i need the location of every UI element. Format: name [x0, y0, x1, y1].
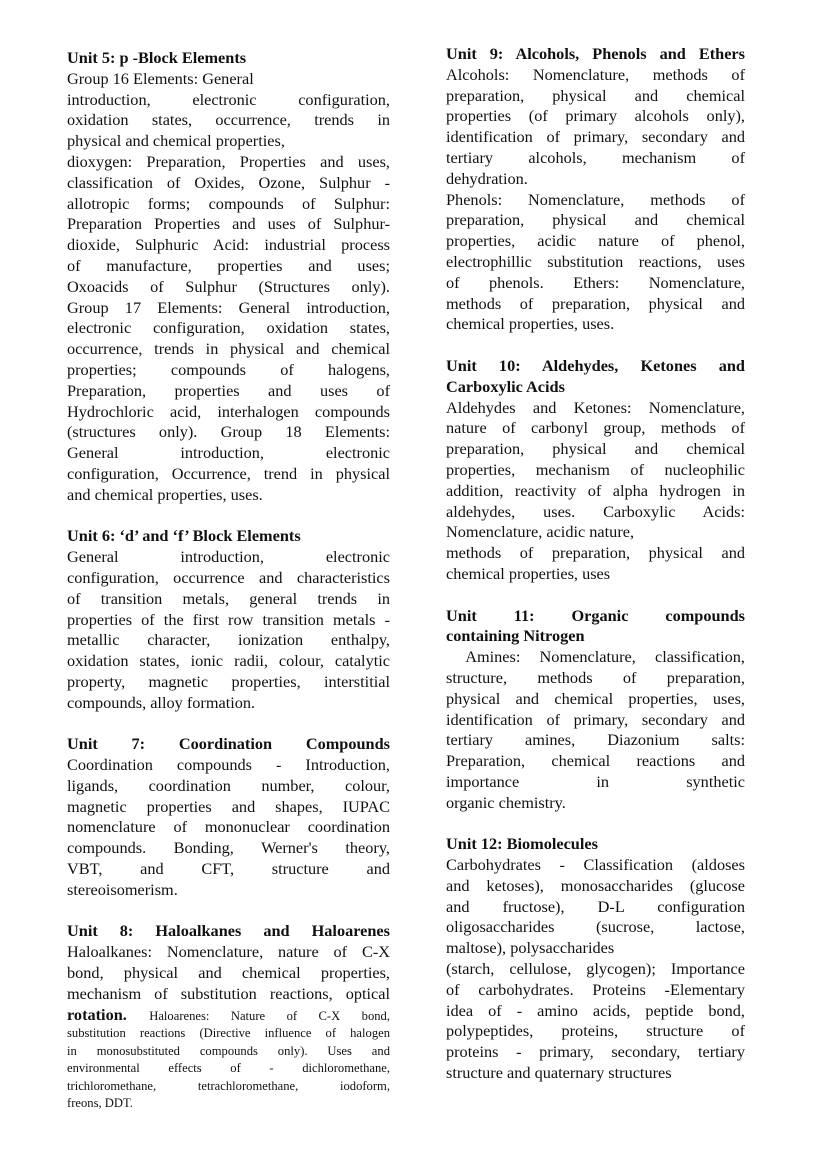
small-text-line: in monosubstituted compounds only). Uses and — [67, 1043, 390, 1058]
text-line: chemical properties, uses. — [446, 314, 615, 334]
text-line: methods of preparation, physical and — [446, 543, 745, 563]
text-line: Carbohydrates - Classification (aldoses — [446, 855, 745, 875]
text-line: physical and chemical properties, uses, — [446, 688, 745, 708]
text-line: Nomenclature, acidic nature, — [446, 522, 635, 542]
text-line: Haloalkanes: Nomenclature, nature of C-X — [67, 942, 390, 962]
heading-line: Unit 9: Alcohols, Phenols and Ethers — [446, 44, 745, 63]
unit-heading — [67, 48, 390, 69]
text-line: Preparation Properties and uses of Sulphur- — [67, 214, 390, 234]
text-line: classification of Oxides, Ozone, Sulphur - — [67, 172, 390, 192]
text-line: Group 16 Elements: General — [67, 68, 254, 88]
unit-section-u12 — [446, 834, 745, 1084]
section-gap — [446, 335, 745, 356]
small-text-line: trichloromethane, tetrachloromethane, iodoform, — [67, 1078, 390, 1093]
text-line: properties of the first row transition metals - — [67, 609, 390, 629]
section-gap — [67, 714, 390, 735]
text-line: (structures only). Group 18 Elements: — [67, 422, 390, 442]
text-line: preparation, physical and chemical — [446, 210, 745, 230]
text-line: electrophillic substitution reactions, uses — [446, 251, 745, 271]
bold-term: rotation. — [67, 1004, 127, 1024]
text-line: organic chemistry. — [446, 792, 566, 812]
heading-line: Carboxylic Acids — [446, 376, 565, 396]
text-line: dioxygen: Preparation, Properties and uses, — [67, 151, 390, 171]
text-line: of phenols. Ethers: Nomenclature, — [446, 272, 745, 292]
text-line: idea of - amino acids, peptide bond, — [446, 1000, 745, 1020]
text-line: Oxoacids of Sulphur (Structures only). — [67, 276, 390, 296]
text-line: Aldehydes and Ketones: Nomenclature, — [446, 397, 745, 417]
text-line: nature of carbonyl group, methods of — [446, 418, 745, 438]
text-line: allotropic forms; compounds of Sulphur: — [67, 193, 390, 213]
text-line: preparation, physical and chemical — [446, 439, 745, 459]
text-line: electronic configuration, oxidation states, — [67, 318, 390, 338]
text-line: occurrence, trends in physical and chemical — [67, 339, 390, 359]
unit-heading — [446, 44, 745, 65]
text-line: Phenols: Nomenclature, methods of — [446, 189, 745, 209]
text-line: nomenclature of mononuclear coordination — [67, 817, 390, 837]
text-line: structure, methods of preparation, — [446, 667, 745, 687]
small-paragraph — [67, 1025, 390, 1112]
small-text-line: environmental effects of - dichloromethane, — [67, 1061, 390, 1076]
text-line: Coordination compounds - Introduction, — [67, 755, 390, 775]
text-line: Amines: Nomenclature, classification, — [446, 647, 745, 667]
text-line: of manufacture, properties and uses; — [67, 255, 390, 275]
paragraph — [67, 547, 390, 713]
text-line: tertiary alcohols, mechanism of — [446, 147, 745, 167]
left-column — [67, 48, 390, 1112]
unit-heading — [67, 734, 390, 755]
text-line: VBT, and CFT, structure and — [67, 859, 390, 879]
text-line: properties; compounds of halogens, — [67, 359, 390, 379]
text-line: Group 17 Elements: General introduction, — [67, 297, 390, 317]
text-line: and ketoses), monosaccharides (glucose — [446, 875, 745, 895]
text-line: identification of primary, secondary and — [446, 127, 745, 147]
unit-section-u7 — [67, 734, 390, 900]
paragraph — [446, 65, 745, 190]
text-line: Preparation, chemical reactions and — [446, 751, 745, 771]
paragraph — [67, 90, 390, 152]
paragraph — [67, 942, 390, 1004]
heading-line: Unit 12: Biomolecules — [446, 834, 598, 854]
section-gap — [446, 585, 745, 606]
text-line: addition, reactivity of alpha hydrogen in — [446, 480, 745, 500]
text-line: methods of preparation, physical and — [446, 293, 745, 313]
text-line: and chemical properties, uses. — [67, 484, 263, 504]
text-line: of carbohydrates. Proteins -Elementary — [446, 979, 745, 999]
section-gap — [67, 901, 390, 922]
unit-heading — [67, 921, 390, 942]
text-line: properties, mechanism of nucleophilic — [446, 459, 745, 479]
unit-heading — [446, 356, 745, 398]
text-line: physical and chemical properties, — [67, 131, 285, 151]
text-line: maltose), polysaccharides — [446, 938, 615, 958]
text-line: oxidation states, ionic radii, colour, catalytic — [67, 651, 390, 671]
right-column — [446, 44, 745, 1084]
text-line: dehydration. — [446, 168, 528, 188]
text-line: chemical properties, uses — [446, 563, 611, 583]
text-line: identification of primary, secondary and — [446, 709, 745, 729]
text-line: oligosaccharides (sucrose, lactose, — [446, 917, 745, 937]
text-line: Alcohols: Nomenclature, methods of — [446, 64, 745, 84]
unit-section-u5 — [67, 48, 390, 506]
section-gap — [67, 506, 390, 527]
text-line: Hydrochloric acid, interhalogen compounds — [67, 401, 390, 421]
unit-section-u10 — [446, 356, 745, 585]
unit-section-u8 — [67, 921, 390, 1112]
text-line: properties, acidic nature of phenol, — [446, 231, 745, 251]
heading-line: Unit 8: Haloalkanes and Haloarenes — [67, 921, 390, 941]
small-text-line: freons, DDT. — [67, 1096, 133, 1111]
heading-line: Unit 11: Organic compounds — [446, 605, 745, 625]
text-line: structure and quaternary structures — [446, 1063, 672, 1083]
unit-heading — [446, 606, 745, 648]
paragraph — [67, 69, 390, 90]
small-text-run: Haloarenes: Nature of C-X bond, — [149, 1008, 391, 1023]
text-line: introduction, electronic configuration, — [67, 89, 390, 109]
paragraph — [67, 755, 390, 901]
text-line: magnetic properties and shapes, IUPAC — [67, 796, 390, 816]
text-line: (starch, cellulose, glycogen); Importance — [446, 959, 745, 979]
text-line: configuration, occurrence and characteristics — [67, 567, 390, 587]
paragraph — [446, 855, 745, 959]
unit-heading — [446, 834, 745, 855]
text-line: configuration, Occurrence, trend in physical — [67, 463, 390, 483]
paragraph — [446, 398, 745, 544]
text-line: Preparation, properties and uses of — [67, 380, 390, 400]
text-line: General introduction, electronic — [67, 547, 390, 567]
unit-section-u9 — [446, 44, 745, 335]
paragraph — [446, 543, 745, 585]
paragraph — [67, 152, 390, 506]
text-line: ligands, coordination number, colour, — [67, 775, 390, 795]
text-line: aldehydes, uses. Carboxylic Acids: — [446, 501, 745, 521]
text-line: proteins - primary, secondary, tertiary — [446, 1042, 745, 1062]
mixed-line — [67, 1005, 390, 1026]
text-line: preparation, physical and chemical — [446, 85, 745, 105]
heading-line: Unit 5: p -Block Elements — [67, 48, 247, 67]
unit-section-u11 — [446, 606, 745, 814]
text-line: dioxide, Sulphuric Acid: industrial process — [67, 235, 390, 255]
paragraph — [446, 647, 745, 813]
text-line: polypeptides, proteins, structure of — [446, 1021, 745, 1041]
text-line: compounds. Bonding, Werner's theory, — [67, 838, 390, 858]
text-line: property, magnetic properties, interstitial — [67, 671, 390, 691]
text-line: tertiary amines, Diazonium salts: — [446, 730, 745, 750]
text-line: oxidation states, occurrence, trends in — [67, 110, 390, 130]
heading-line: Unit 10: Aldehydes, Ketones and — [446, 355, 745, 375]
heading-line: containing Nitrogen — [446, 626, 585, 646]
text-line: metallic character, ionization enthalpy, — [67, 630, 390, 650]
unit-heading — [67, 526, 390, 547]
paragraph — [446, 959, 745, 1084]
paragraph — [446, 190, 745, 336]
text-line: importance in synthetic — [446, 771, 745, 791]
heading-line: Unit 7: Coordination Compounds — [67, 734, 390, 754]
section-gap — [446, 813, 745, 834]
small-text-line: substitution reactions (Directive influence of halogen — [67, 1026, 390, 1041]
text-line: stereoisomerism. — [67, 879, 178, 899]
text-line: mechanism of substitution reactions, optical — [67, 983, 390, 1003]
text-line: bond, physical and chemical properties, — [67, 963, 390, 983]
unit-section-u6 — [67, 526, 390, 713]
text-line: of transition metals, general trends in — [67, 588, 390, 608]
heading-line: Unit 6: ‘d’ and ‘f’ Block Elements — [67, 526, 301, 546]
text-line: and fructose), D-L configuration — [446, 896, 745, 916]
text-line: compounds, alloy formation. — [67, 692, 256, 712]
text-line: General introduction, electronic — [67, 443, 390, 463]
text-line: properties (of primary alcohols only), — [446, 106, 745, 126]
